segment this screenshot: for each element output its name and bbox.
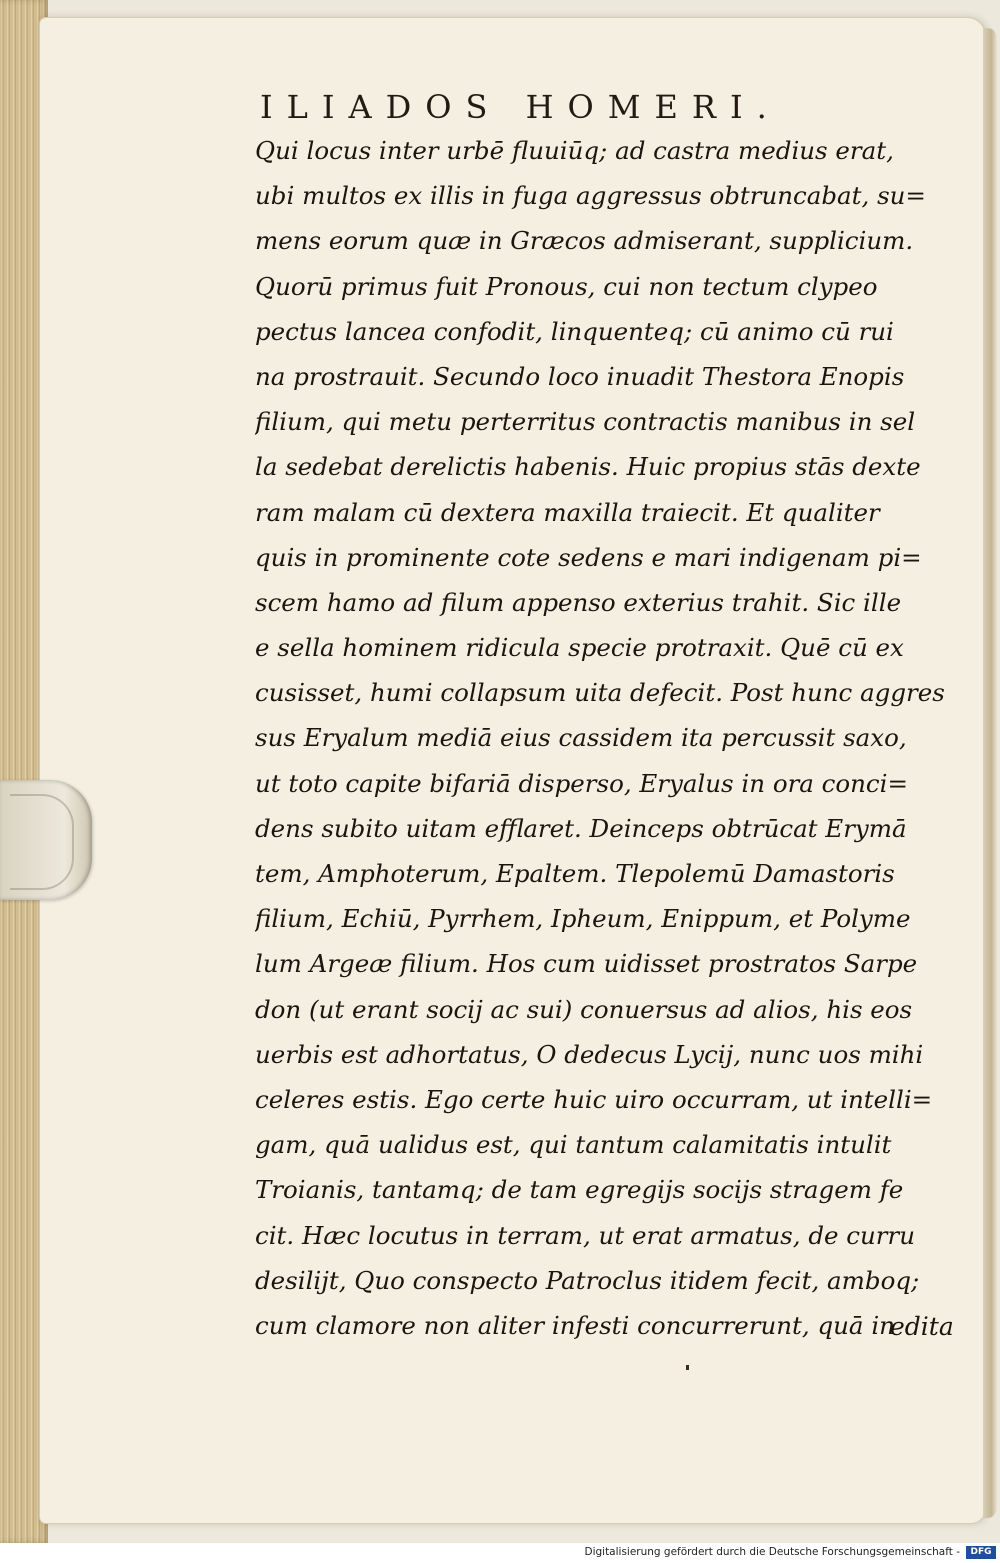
ink-mark bbox=[686, 1365, 689, 1370]
text-line: ram malam cū dextera maxilla traiecit. Et qualiter bbox=[255, 497, 880, 527]
text-line: la sedebat derelictis habenis. Huic propius stās dexte bbox=[255, 452, 921, 482]
text-line: Quorū primus fuit Pronous, cui non tectum clypeo bbox=[255, 271, 878, 301]
text-line: Troianis, tantamq; de tam egregijs socijs stragem fe bbox=[255, 1175, 904, 1205]
text-line: cit. Hæc locutus in terram, ut erat armatus, de curru bbox=[255, 1220, 916, 1250]
text-line: cusisset, humi collapsum uita defecit. Post hunc aggres bbox=[255, 678, 945, 708]
text-line: ut toto capite bifariā disperso, Eryalus in ora conci= bbox=[255, 768, 909, 798]
text-line: filium, qui metu perterritus contractis manibus in sel bbox=[255, 407, 916, 437]
text-line: quis in prominente cote sedens e mari indigenam pi= bbox=[255, 542, 922, 572]
text-line: dens subito uitam efflaret. Deinceps obtrūcat Erymā bbox=[255, 813, 907, 843]
text-line: filium, Echiū, Pyrrhem, Ipheum, Enippum, et Polyme bbox=[255, 904, 911, 934]
running-head: ILIADOS HOMERI. bbox=[260, 88, 781, 126]
text-line: Qui locus inter urbē fluuiūq; ad castra medius erat, bbox=[255, 136, 894, 165]
text-line: uerbis est adhortatus, O dedecus Lycij, nunc uos mihi bbox=[255, 1039, 924, 1069]
text-line: don (ut erant socij ac sui) conuersus ad alios, his eos bbox=[255, 994, 913, 1024]
funding-note: Digitalisierung gefördert durch die Deutsche Forschungsgemeinschaft - bbox=[584, 1546, 960, 1558]
book-clasp bbox=[0, 780, 92, 900]
text-line: gam, quā ualidus est, qui tantum calamitatis intulit bbox=[255, 1130, 892, 1160]
text-line: pectus lancea confodit, linquenteq; cū animo cū rui bbox=[255, 316, 894, 346]
text-line: cum clamore non aliter infesti concurrerunt, quā in bbox=[255, 1310, 895, 1340]
body-text bbox=[255, 128, 955, 1348]
text-line: ubi multos ex illis in fuga aggressus obtruncabat, su= bbox=[255, 181, 926, 211]
text-line: mens eorum quæ in Græcos admiserant, supplicium. bbox=[255, 226, 914, 256]
dfg-logo-icon: DFG bbox=[966, 1546, 996, 1559]
text-line: na prostrauit. Secundo loco inuadit Thestora Enopis bbox=[255, 361, 905, 391]
text-line: desilijt, Quo conspecto Patroclus itidem fecit, amboq; bbox=[255, 1265, 920, 1295]
catchword: edita bbox=[890, 1312, 954, 1341]
text-line: celeres estis. Ego certe huic uiro occurram, ut intelli= bbox=[255, 1084, 933, 1114]
text-line: scem hamo ad filum appenso exterius trahit. Sic ille bbox=[255, 587, 902, 617]
footer-bar bbox=[0, 1543, 1000, 1563]
text-line: e sella hominem ridicula specie protraxit. Quē cū ex bbox=[255, 633, 904, 663]
text-line: tem, Amphoterum, Epaltem. Tlepolemū Damastoris bbox=[255, 859, 895, 888]
text-line: sus Eryalum mediā eius cassidem ita percussit saxo, bbox=[255, 723, 907, 753]
text-line: lum Argeæ filium. Hos cum uidisset prostratos Sarpe bbox=[255, 949, 918, 979]
